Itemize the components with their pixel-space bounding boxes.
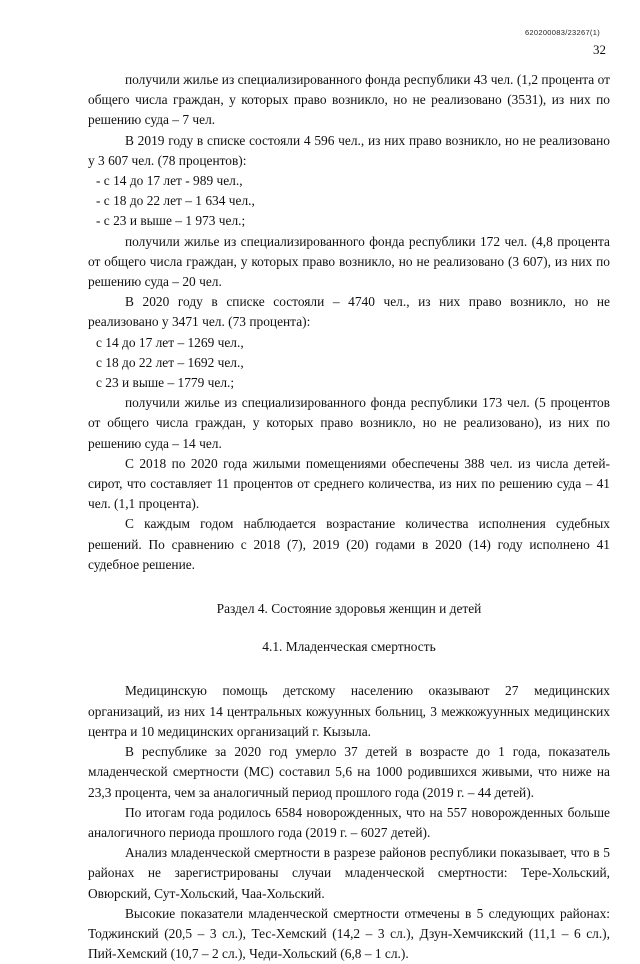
subsection-title: 4.1. Младенческая смертность (262, 639, 436, 655)
paragraph-housing-received-2019: получили жилье из специализированного фонда республики 172 чел. (4,8 процента от общего числа граждан, у которых право возникло, но не реализовано (3 607), из них по решению суда – 20 чел. (88, 233, 610, 290)
paragraph-housing-received-2018: получили жилье из специализированного фонда республики 43 чел. (1,2 процента от общего числа граждан, у которых право возникло, но не реализовано (3531), из них по решению суда – 7 чел. (88, 72, 610, 128)
paragraph-high-mortality-districts: Высокие показатели младенческой смертности отмечены в 5 следующих районах: Тоджинский (20,5 – 3 сл.), Тес-Хемский (14,2 – 3 сл.), Дзун-Хемчикский (11,1 – 6 сл.), Пий-Хемский (10,7 – 2 сл.), Чеди-Хольский (6,8 – 1 сл.). (88, 905, 610, 962)
paragraph-court-decisions-growth: С каждым годом наблюдается возрастание количества исполнения судебных решений. По сравнению с 2018 (7), 2019 (20) годами в 2020 (14) году исполнено 41 судебное решение. (88, 516, 610, 572)
paragraph-2018-2020-summary: С 2018 по 2020 года жилыми помещениями обеспечены 388 чел. из числа детей-сирот, что составляет 11 процентов от среднего количества, из них по решению суда – 41 чел. (1,1 процента). (88, 455, 610, 512)
section-title: Раздел 4. Состояние здоровья женщин и детей (216, 601, 482, 617)
list-item-2019-age-18-22: - с 18 до 22 лет – 1 634 чел., (96, 193, 255, 209)
paragraph-2019-list: В 2019 году в списке состояли 4 596 чел., из них право возникло, но не реализовано у 3 607 чел. (78 процентов): (88, 132, 610, 168)
paragraph-district-analysis: Анализ младенческой смертности в разрезе районов республики показывает, что в 5 районах не зарегистрированы случаи младенческой смертности: Тере-Хольский, Овюрский, Сут-Хольский, Чаа-Хольский. (88, 845, 610, 901)
document-id: 620200083/23267(1) (524, 28, 600, 37)
paragraph-housing-received-2020: получили жилье из специализированного фонда республики 173 чел. (5 процентов от общего числа граждан, у которых право возникло, но не реализовано), из них по решению суда – 14 чел. (88, 395, 610, 451)
list-item-2020-age-23-plus: с 23 и выше – 1779 чел.; (96, 375, 235, 391)
list-item-2019-age-14-17: - с 14 до 17 лет - 989 чел., (96, 173, 243, 189)
document-body (88, 70, 610, 964)
paragraph-infant-mortality-rate: В республике за 2020 год умерло 37 детей в возрасте до 1 года, показатель младенческой смертности (МС) составил 5,6 на 1000 родившихся живыми, что ниже на 23,3 процента, чем за аналогичный период прошлого года (2019 г. – 44 детей). (88, 744, 610, 800)
page-number: 32 (593, 42, 606, 57)
list-item-2020-age-18-22: с 18 до 22 лет – 1692 чел., (96, 354, 244, 370)
paragraph-births: По итогам года родилось 6584 новорожденных, что на 557 новорожденных больше аналогичного периода прошлого года (2019 г. – 6027 детей). (88, 804, 610, 840)
paragraph-medical-organizations: Медицинскую помощь детскому населению оказывают 27 медицинских организаций, из них 14 центральных кожуунных больниц, 3 межкожуунных медицинских центра и 10 медицинских организаций г. Кызыла. (88, 683, 610, 739)
list-item-2019-age-23-plus: - с 23 и выше – 1 973 чел.; (96, 213, 246, 229)
paragraph-2020-list: В 2020 году в списке состояли – 4740 чел., из них право возникло, но не реализовано у 3471 чел. (73 процента): (88, 294, 610, 330)
list-item-2020-age-14-17: с 14 до 17 лет – 1269 чел., (96, 334, 244, 350)
